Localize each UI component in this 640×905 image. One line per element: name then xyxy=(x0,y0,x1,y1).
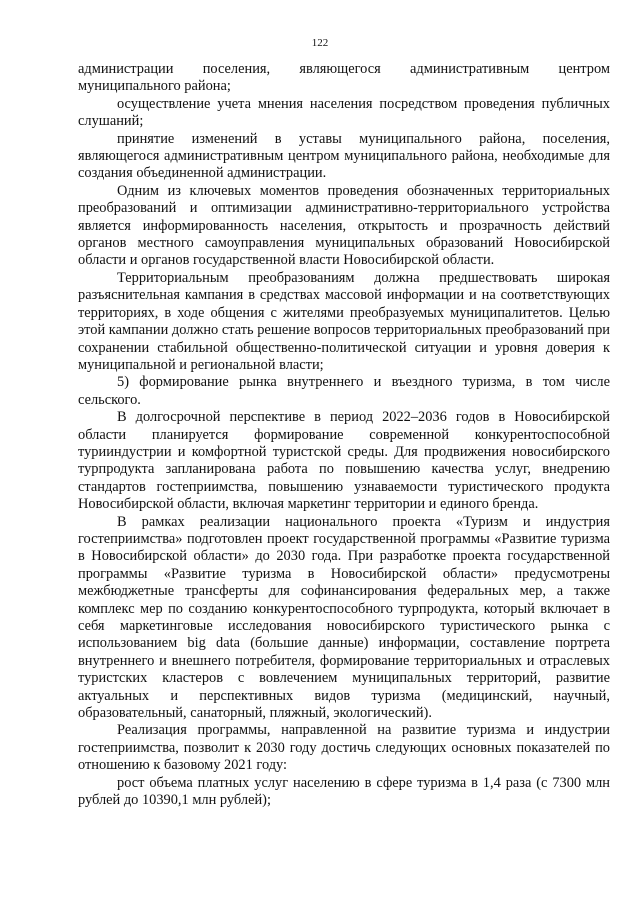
paragraph: осуществление учета мнения населения посредством проведения публичных слушаний; xyxy=(78,95,610,130)
paragraph: Одним из ключевых моментов проведения обозначенных территориальных преобразований и оптимизации административно-территориального устройства является информированность населения, открытость и прозрачность действий органов местного самоуправления муниципальных образований Новосибирской области и органов государственной власти Новосибирской области. xyxy=(78,182,610,269)
body-text xyxy=(78,61,610,809)
paragraph: Реализация программы, направленной на развитие туризма и индустрии гостеприимства, позволит к 2030 году достичь следующих основных показателей по отношению к базовому 2021 году: xyxy=(78,722,610,774)
paragraph: В рамках реализации национального проекта «Туризм и индустрия гостеприимства» подготовлен проект государственной программы «Развитие туризма в Новосибирской области» до 2030 года. При разработке проекта государственной программы «Развитие туризма в Новосибирской области» предусмотрены межбюджетные трансферты для софинансирования федеральных мер, а также комплекс мер по созданию конкурентоспособного турпродукта, который включает в себя маркетинговые исследования новосибирского туристического рынка с использованием big data (большие данные) информации, составление портрета внутреннего и внешнего потребителя, формирование территориальных и отраслевых туристских кластеров с вовлечением муниципальных территорий, развитие актуальных и перспективных видов туризма (медицинский, научный, образовательный, санаторный, пляжный, экологический). xyxy=(78,513,610,722)
paragraph: 5) формирование рынка внутреннего и въездного туризма, в том числе сельского. xyxy=(78,374,610,408)
paragraph: принятие изменений в уставы муниципального района, поселения, являющегося административным центром муниципального района, необходимые для создания объединенной администрации. xyxy=(78,130,610,182)
paragraph: В долгосрочной перспективе в период 2022–2036 годов в Новосибирской области планируется формирование современной конкурентоспособной турииндустрии и комфортной туристской среды. Для продвижения новосибирского турпродукта запланирована работа по повышению качества услуг, внедрению стандартов гостеприимства, повышению узнаваемости туристического продукта Новосибирской области, включая маркетинг территории и единого бренда. xyxy=(78,409,610,513)
paragraph: Территориальным преобразованиям должна предшествовать широкая разъяснительная кампания в средствах массовой информации и на соответствующих территориях, в ходе общения с жителями преобразуемых муниципалитетов. Целью этой кампании должно стать решение вопросов территориальных преобразований при сохранении стабильной общественно-политической ситуации и уровня доверия к муниципальной и региональной власти; xyxy=(78,269,610,373)
paragraph: администрации поселения, являющегося административным центром муниципального района; xyxy=(78,61,610,95)
page-number: 122 xyxy=(311,37,329,49)
paragraph: рост объема платных услуг населению в сфере туризма в 1,4 раза (с 7300 млн рублей до 10390,1 млн рублей); xyxy=(78,774,610,809)
